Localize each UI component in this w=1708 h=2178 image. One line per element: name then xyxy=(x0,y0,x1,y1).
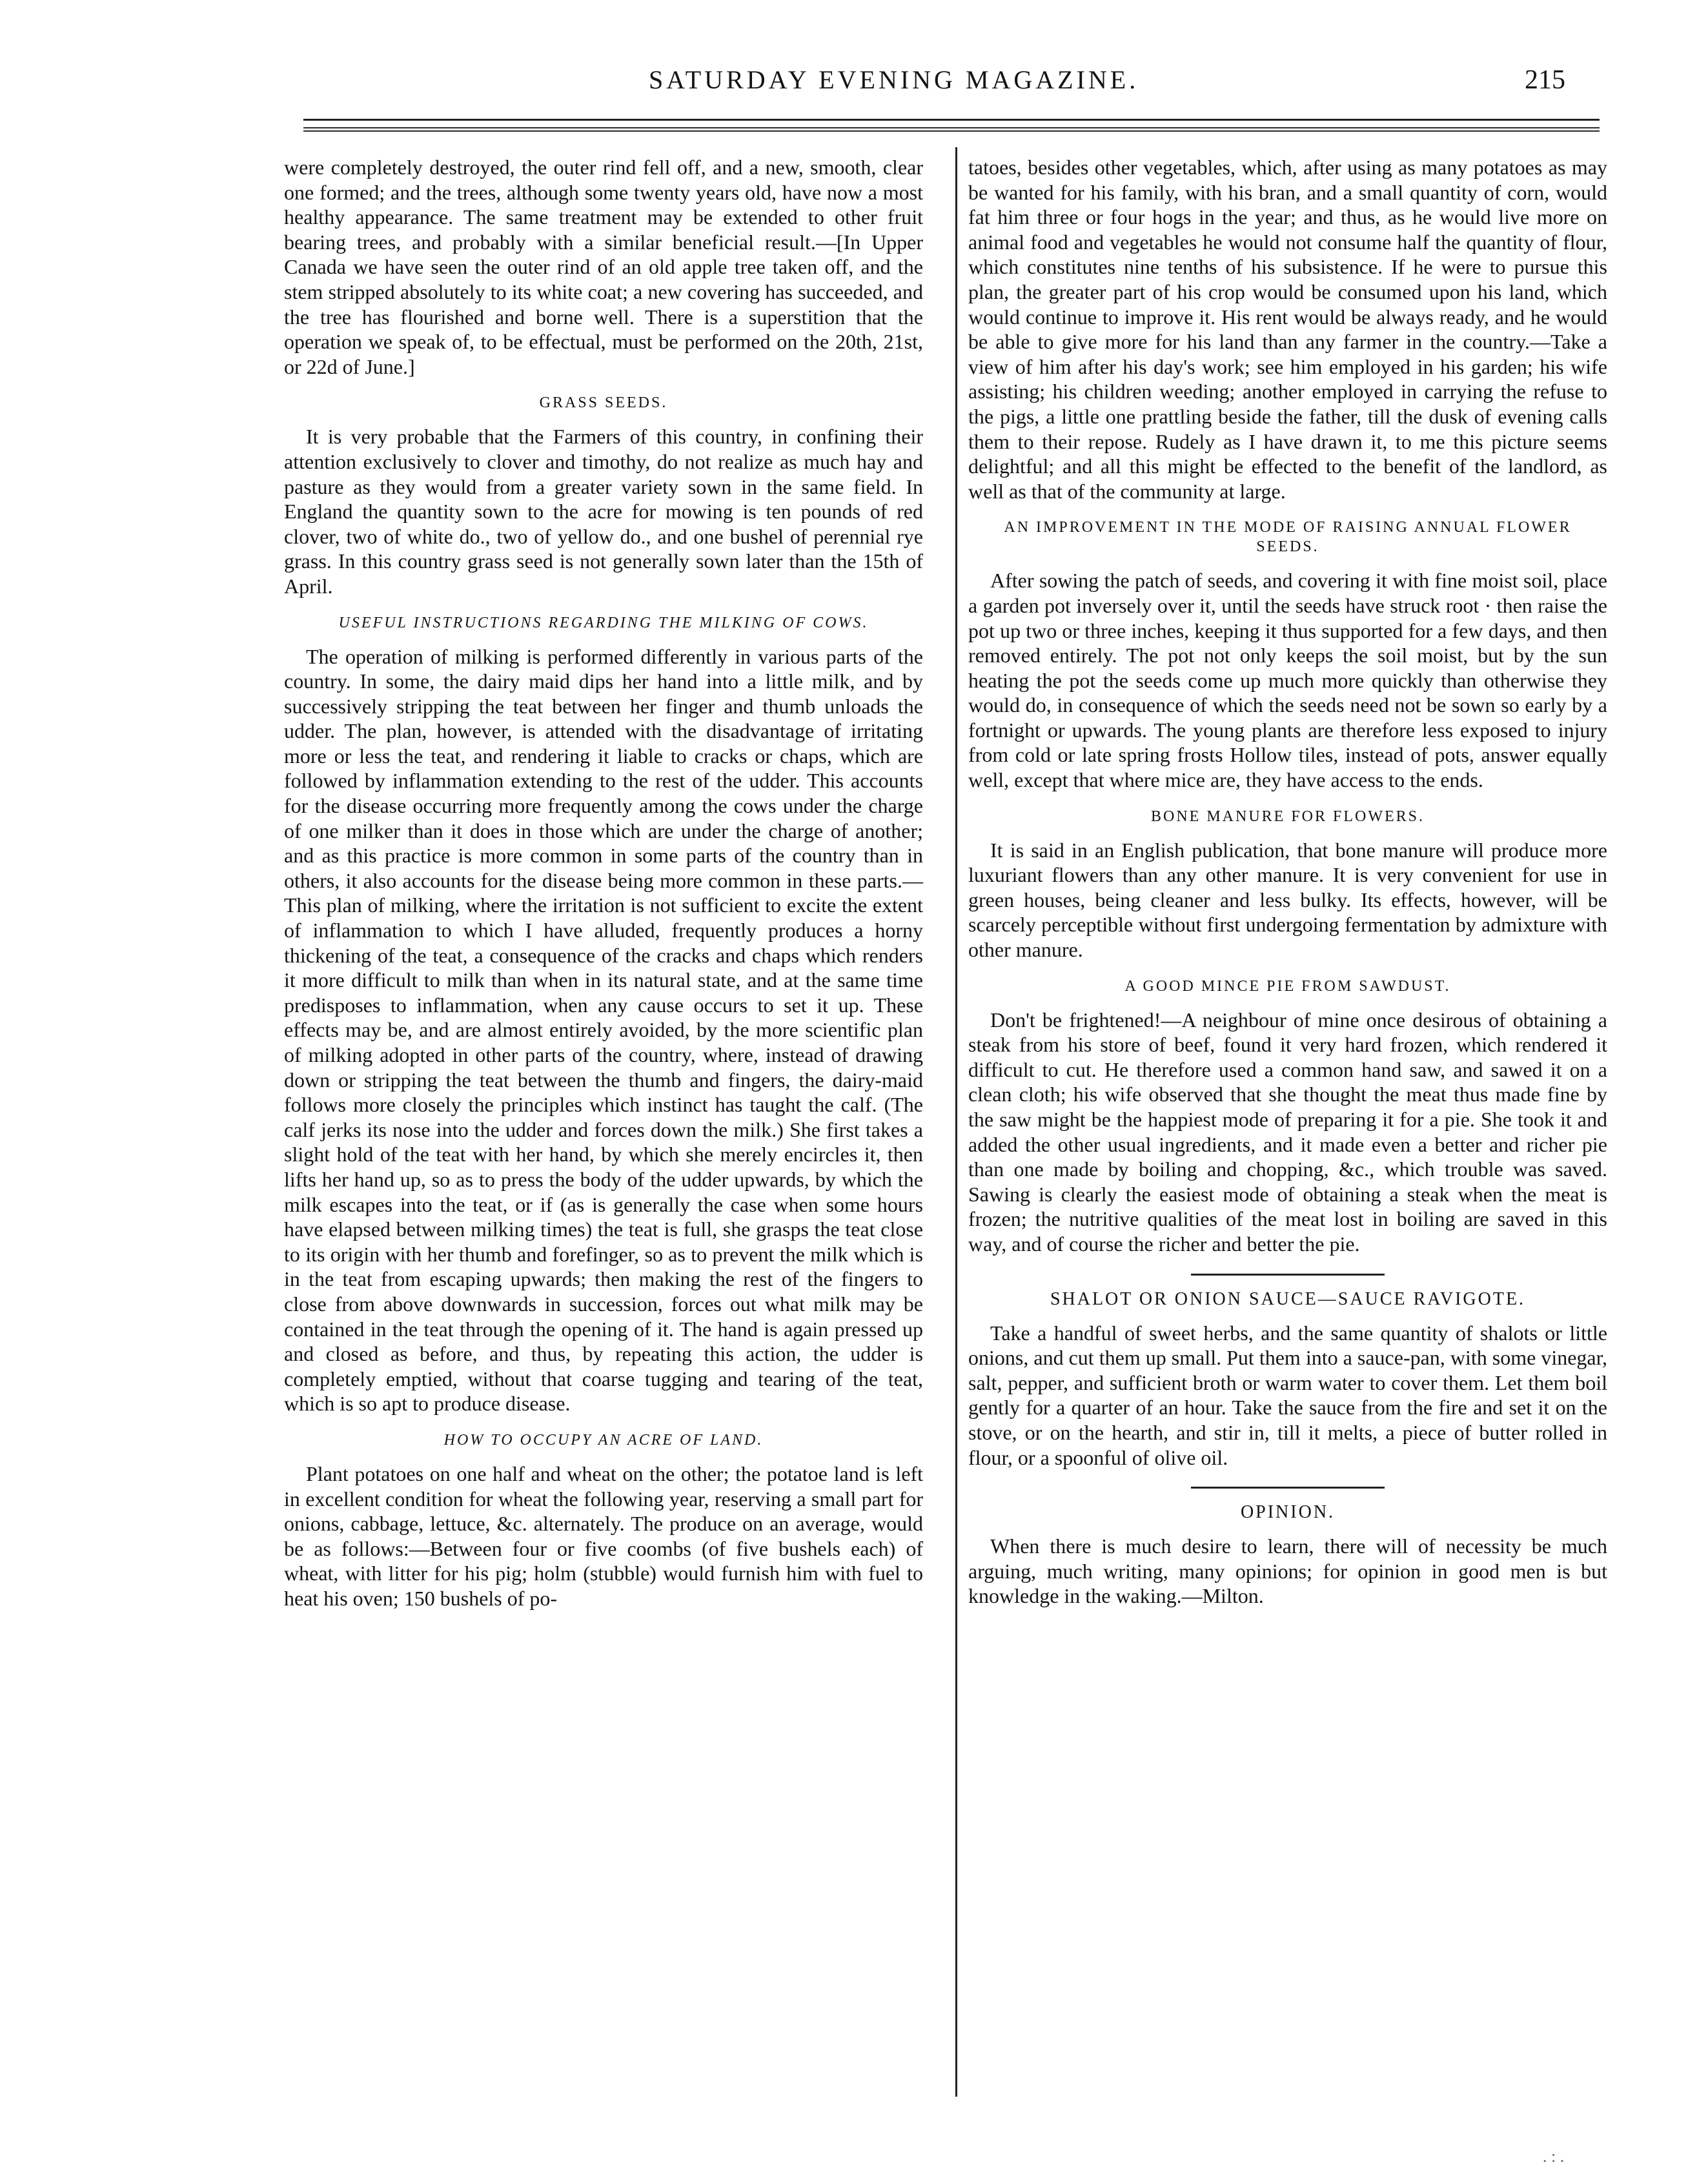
section-rule xyxy=(1191,1487,1385,1489)
opinion-heading: OPINION. xyxy=(1240,1502,1336,1523)
header-double-rule xyxy=(303,127,1600,132)
continued-paragraph: were completely destroyed, the outer rind fell off, and a new, smooth, clear one formed; and the trees, although some twenty years old, have now a most healthy appearance. The same treatment may be extended to other fruit bearing trees, and probably with a similar beneficial result.—[In Upper Canada we have seen the outer rind of an old apple tree taken off, and the stem stripped absolutely to its white coat; a new covering has succeeded, and the tree has flourished and borne well. There is a superstition that the operation we speak of, to be effectual, must be performed on the 20th, 21st, or 22d of June.] xyxy=(284,156,923,378)
right-column xyxy=(968,155,1607,1609)
stray-marks: . : . xyxy=(1543,2147,1565,2166)
milking-heading: USEFUL INSTRUCTIONS REGARDING THE MILKING OF COWS. xyxy=(338,614,869,631)
bone-manure-heading: BONE MANURE FOR FLOWERS. xyxy=(1150,808,1425,825)
header-rule xyxy=(303,119,1600,121)
opinion-body: When there is much desire to learn, there will of necessity be much arguing, much writing, many opinions; for opinion in good men is but knowledge in the waking.—Milton. xyxy=(968,1534,1607,1608)
bone-manure-body: It is said in an English publication, that bone manure will produce more luxuriant flowers than any other manure. It is very convenient for use in green houses, being cleaner and less bulky. Its effects, however, will be scarcely perceptible without first undergoing fermentation by admixture with other manure. xyxy=(968,838,1607,962)
section-rule xyxy=(1191,1274,1385,1276)
left-column xyxy=(284,155,923,1611)
running-title: SATURDAY EVENING MAGAZINE. xyxy=(649,65,1139,94)
acre-heading: HOW TO OCCUPY AN ACRE OF LAND. xyxy=(443,1431,764,1449)
flower-seeds-heading xyxy=(968,518,1607,556)
grass-seeds-heading: GRASS SEEDS. xyxy=(539,394,668,412)
flower-seeds-body: After sowing the patch of seeds, and covering it with fine moist soil, place a garden pot inversely over it, until the seeds have struck root · then raise the pot up two or three inches, keeping it thus supported for a few days, and then removed entirely. The pot not only keeps the soil moist, but by the sun heating the pot the seeds come up much more quickly than otherwise they would do, in consequence of which the seeds need not be sown so early by a fortnight or upwards. The young plants are therefore less exposed to injury from cold or late spring frosts Hollow tiles, instead of pots, answer equally well, except that where mice are, they have access to the ends. xyxy=(968,569,1607,792)
page-number: 215 xyxy=(1525,65,1565,95)
shalot-body: Take a handful of sweet herbs, and the same quantity of shalots or little onions, and cut them up small. Put them into a sauce-pan, with some vinegar, salt, pepper, and sufficient broth or warm water to cover them. Let them boil gently for a quarter of an hour. Take the sauce from the fire and set it on the stove, or on the hearth, and stir in, till it melts, a piece of butter rolled in flour, or a spoonful of olive oil. xyxy=(968,1321,1607,1469)
mince-pie-heading: A GOOD MINCE PIE FROM SAWDUST. xyxy=(1124,977,1451,995)
flower-seeds-heading-line1: AN IMPROVEMENT IN THE MODE OF RAISING ANNUAL FLOWER xyxy=(1004,519,1572,536)
acre-body: Plant potatoes on one half and wheat on the other; the potatoe land is left in excellent condition for wheat the following year, reserving a small part for onions, cabbage, lettuce, &c. alternately. The produce on an average, would be as follows:—Between four or five coombs (of five bushels each) of wheat, with litter for his pig; holm (stubble) would furnish him with fuel to heat his oven; 150 bushels of po- xyxy=(284,1461,923,1610)
mince-pie-body: Don't be frightened!—A neighbour of mine once desirous of obtaining a steak from his store of beef, found it very hard frozen, which rendered it difficult to cut. He therefore used a common hand saw, and sawed it on a clean cloth; his wife observed that she thought the meat thus made fine by the saw might be the happiest mode of preparing it for a pie. She took it and added the other usual ingredients, and it made even a better and richer pie than one made by boiling and chopping, &c., which trouble was saved. Sawing is clearly the easiest mode of obtaining a steak when the meat is frozen; the nutritive qualities of the meat lost in boiling are saved in this way, and of course the richer and better the pie. xyxy=(968,1008,1607,1256)
grass-seeds-body: It is very probable that the Farmers of this country, in confining their attention exclusively to clover and timothy, do not realize as much hay and pasture as they would from a greater variety sown in the same field. In England the quantity sown to the acre for mowing is ten pounds of red clover, two of white do., two of yellow do., and one bushel of perennial rye grass. In this country grass seed is not generally sown later than the 15th of April. xyxy=(284,425,923,598)
acre-continued: tatoes, besides other vegetables, which, after using as many potatoes as may be wanted for his family, with his bran, and a small quantity of corn, would fat him three or four hogs in the year; and thus, as he would live more on animal food and vegetables he would not consume half the quantity of flour, which constitutes nine tenths of his subsistence. If he were to pursue this plan, the greater part of his crop would be consumed upon his land, which would continue to improve it. His rent would be always ready, and he would be able to give more for his land than any farmer in the country.—Take a view of him after his day's work; see him employed in his garden; his wife assisting; his children weeding; another employed in carrying the refuse to the pigs, a little one prattling beside the father, till the dusk of evening calls them to their repose. Rudely as I have drawn it, to me this picture seems delightful; and all this might be effected to the benefit of the landlord, as well as that of the community at large. xyxy=(968,156,1607,503)
column-divider xyxy=(955,147,957,2097)
flower-seeds-heading-line2: SEEDS. xyxy=(1256,538,1319,556)
shalot-heading: SHALOT OR ONION SAUCE—SAUCE RAVIGOTE. xyxy=(1050,1288,1526,1309)
milking-body: The operation of milking is performed differently in various parts of the country. In some, the dairy maid dips her hand into a little milk, and by successively stripping the teat between her finger and thumb unloads the udder. The plan, however, is attended with the disadvantage of irritating more or less the teat, and rendering it liable to cracks or chaps, which are followed by inflammation extending to the rest of the udder. This accounts for the disease occurring more frequently among the cows under the charge of one milker than it does in those which are under the charge of another; and as this practice is more common in some parts of the country than in others, it also accounts for the disease being more common in these parts.—This plan of milking, where the irritation is not sufficient to excite the extent of inflammation to which I have alluded, frequently produces a horny thickening of the teat, a consequence of the cracks and chaps which renders it more difficult to milk than when in its natural state, and at the same time predisposes to inflammation, when any cause occurs to set it up. These effects may be, and are almost entirely avoided, by the more scientific plan of milking adopted in other parts of the country, where, instead of drawing down or stripping the teat between the thumb and fingers, the dairy-maid follows more closely the principles which instinct has taught the calf. (The calf jerks its nose into the udder and forces down the milk.) She first takes a slight hold of the teat with her hand, by which she merely encircles it, then lifts her hand up, so as to press the body of the udder upwards, by which the milk escapes into the teat, or if (as is generally the case when some hours have elapsed between milking times) the teat is full, she grasps the teat close to its origin with her thumb and forefinger, so as to prevent the milk which is in the teat from escaping upwards; then making the rest of the fingers to close from above downwards in succession, forces out what milk may be contained in the teat through the opening of it. The hand is again pressed up and closed as before, and thus, by repeating this action, the udder is completely emptied, without that coarse tugging and tearing of the teat, which is so apt to produce disease. xyxy=(284,644,923,1416)
